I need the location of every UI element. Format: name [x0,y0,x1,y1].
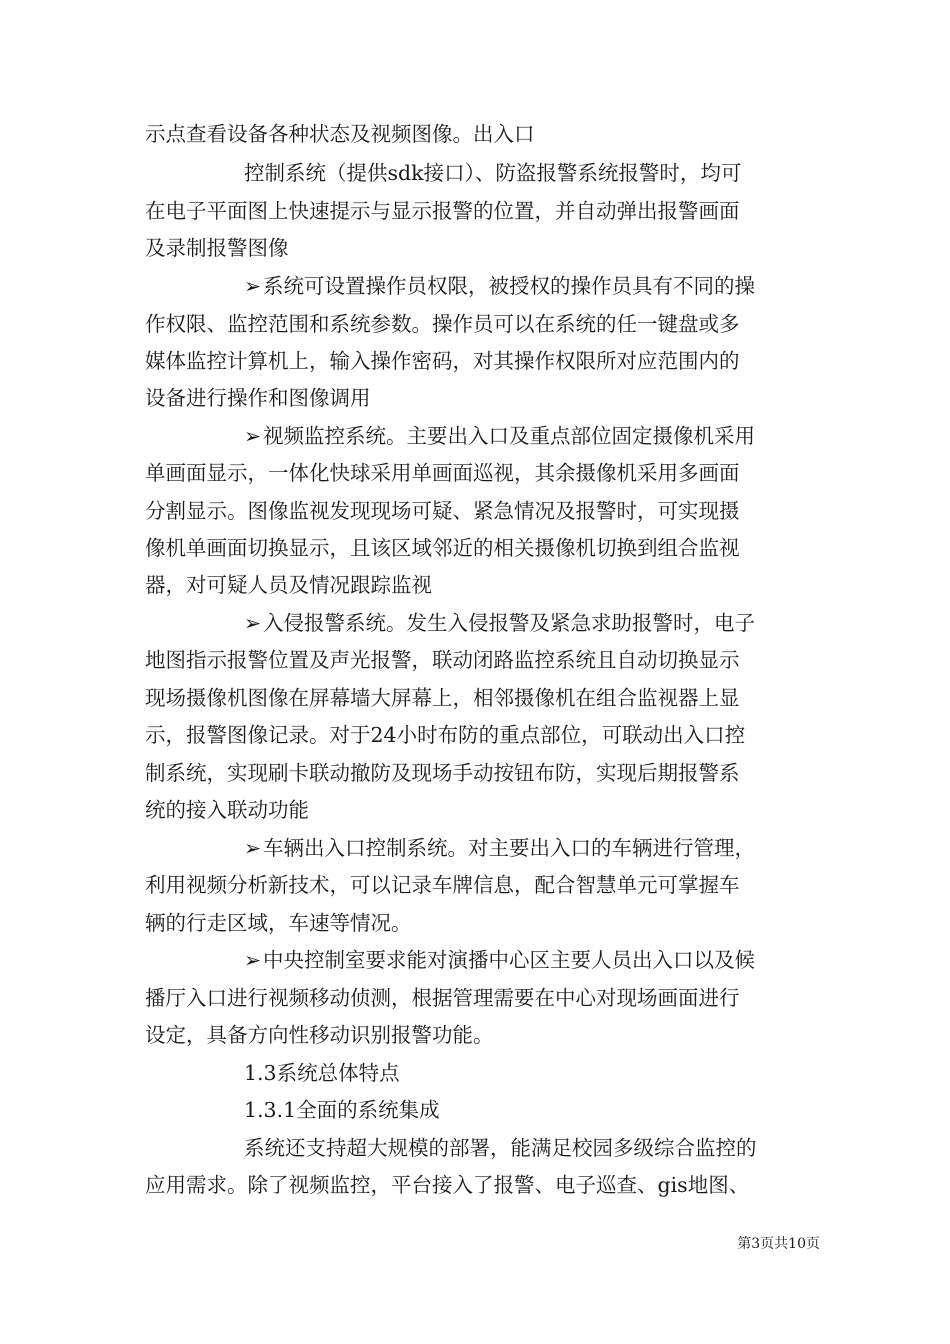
subsection-heading: 1.3.1全面的系统集成 [244,1098,440,1122]
text-line: 利用视频分析新技术，可以记录车牌信息，配合智慧单元可掌握车 [145,873,740,897]
bullet-text: 视频监控系统。主要出入口及重点部位固定摄像机采用 [263,424,755,448]
text-line: 分割显示。图像监视发现现场可疑、紧急情况及报警时，可实现摄 [145,499,740,523]
text-line: 在电子平面图上快速提示与显示报警的位置，并自动弹出报警画面 [145,199,740,223]
arrow-bullet-icon: ➢ [244,836,262,860]
text-line: 控制系统（提供sdk接口）、防盗报警系统报警时，均可 [244,161,742,185]
text-line: 辆的行走区域，车速等情况。 [145,911,412,935]
arrow-bullet-icon: ➢ [244,274,262,298]
section-heading: 1.3系统总体特点 [244,1061,400,1085]
text-line: 制系统，实现刷卡联动撤防及现场手动按钮布防，实现后期报警系 [145,761,740,785]
bullet-text: 中央控制室要求能对演播中心区主要人员出入口以及候 [263,948,755,972]
text-line: 统的接入联动功能 [145,798,309,822]
bullet-line [244,609,815,637]
text-line: 设定，具备方向性移动识别报警功能。 [145,1023,494,1047]
arrow-bullet-icon: ➢ [244,611,262,635]
bullet-line [244,272,815,300]
text-line: 器，对可疑人员及情况跟踪监视 [145,573,432,597]
bullet-text: 车辆出入口控制系统。对主要出入口的车辆进行管理， [263,836,755,860]
text-line: 现场摄像机图像在屏幕墙大屏幕上，相邻摄像机在组合监视器上显 [145,686,740,710]
page-footer: 第3页共10页 [737,1236,820,1252]
text-line: 应用需求。除了视频监控，平台接入了报警、电子巡查、gis地图、 [145,1173,750,1197]
arrow-bullet-icon: ➢ [244,948,262,972]
bullet-line [244,834,815,862]
text-line: 单画面显示，一体化快球采用单画面巡视，其余摄像机采用多画面 [145,461,740,485]
text-line: 设备进行操作和图像调用 [145,386,371,410]
bullet-text: 入侵报警系统。发生入侵报警及紧急求助报警时，电子 [263,611,755,635]
text-line: 播厅入口进行视频移动侦测，根据管理需要在中心对现场画面进行 [145,986,740,1010]
text-line: 及录制报警图像 [145,236,289,260]
text-line: 媒体监控计算机上，输入操作密码，对其操作权限所对应范围内的 [145,349,740,373]
text-line: 像机单画面切换显示，且该区域邻近的相关摄像机切换到组合监视 [145,536,740,560]
bullet-line [244,946,815,974]
text-line: 地图指示报警位置及声光报警，联动闭路监控系统且自动切换显示 [145,648,740,672]
arrow-bullet-icon: ➢ [244,424,262,448]
bullet-text: 系统可设置操作员权限，被授权的操作员具有不同的操 [263,274,755,298]
text-line: 示，报警图像记录。对于24小时布防的重点部位，可联动出入口控 [145,723,746,747]
text-line: 示点查看设备各种状态及视频图像。出入口 [145,122,535,146]
text-line: 作权限、监控范围和系统参数。操作员可以在系统的任一键盘或多 [145,312,740,336]
bullet-line [244,422,815,450]
text-line: 系统还支持超大规模的部署，能满足校园多级综合监控的 [244,1136,757,1160]
